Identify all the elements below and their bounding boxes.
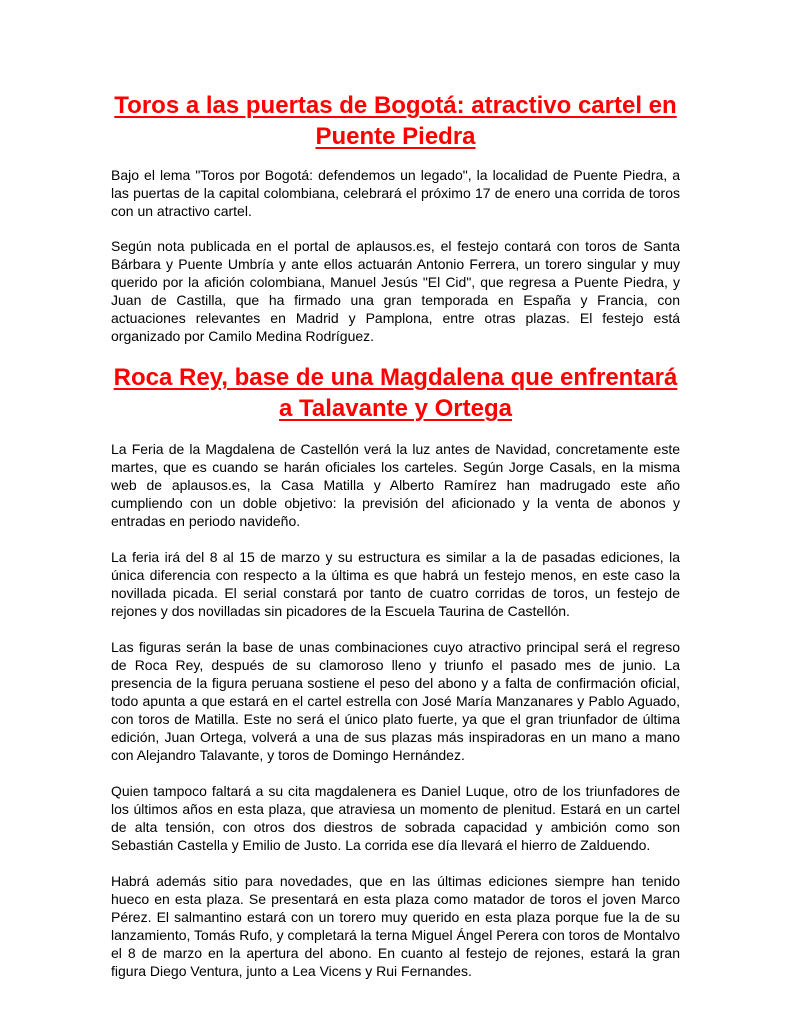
article-title: Roca Rey, base de una Magdalena que enfrentará a Talavante y Ortega	[113, 364, 678, 422]
document-page	[111, 90, 680, 998]
paragraph: La feria irá del 8 al 15 de marzo y su estructura es similar a la de pasadas ediciones, la única diferencia con respecto a la última es que habrá un festejo menos, en este caso la novillada picada. El serial constará por tanto de cuatro corridas de toros, un festejo de rejones y dos novilladas sin picadores de la Escuela Taurina de Castellón.	[111, 549, 680, 619]
paragraph: Las figuras serán la base de unas combinaciones cuyo atractivo principal será el regreso de Roca Rey, después de su clamoroso lleno y triunfo el pasado mes de junio. La presencia de la figura peruana sostiene el peso del abono y a falta de confirmación oficial, todo apunta a que estará en el cartel estrella con José María Manzanares y Pablo Aguado, con toros de Matilla. Este no será el único plato fuerte, ya que el gran triunfador de última edición, Juan Ortega, volverá a una de sus plazas más inspiradoras en un mano a mano con Alejandro Talavante, y toros de Domingo Hernández.	[111, 639, 680, 763]
paragraph: Bajo el lema "Toros por Bogotá: defendemos un legado", la localidad de Puente Piedra, a las puertas de la capital colombiana, celebrará el próximo 17 de enero una corrida de toros con un atractivo cartel.	[111, 167, 680, 219]
article-magdalena	[111, 362, 680, 980]
paragraph: Según nota publicada en el portal de aplausos.es, el festejo contará con toros de Santa Bárbara y Puente Umbría y ante ellos actuarán Antonio Ferrera, un torero singular y muy querido por la afición colombiana, Manuel Jesús "El Cid", que regresa a Puente Piedra, y Juan de Castilla, que ha firmado una gran temporada en España y Francia, con actuaciones relevantes en Madrid y Pamplona, entre otras plazas. El festejo está organizado por Camilo Medina Rodríguez.	[111, 238, 680, 344]
paragraph: Quien tampoco faltará a su cita magdalenera es Daniel Luque, otro de los triunfadores de los últimos años en esta plaza, que atraviesa un momento de plenitud. Estará en un cartel de alta tensión, con otros dos diestros de sobrada capacidad y ambición como son Sebastián Castella y Emilio de Justo. La corrida ese día llevará el hierro de Zalduendo.	[111, 783, 680, 853]
article-puente-piedra	[111, 90, 680, 345]
article-title: Toros a las puertas de Bogotá: atractivo cartel en Puente Piedra	[114, 92, 677, 150]
paragraph: La Feria de la Magdalena de Castellón verá la luz antes de Navidad, concretamente este martes, que es cuando se harán oficiales los carteles. Según Jorge Casals, en la misma web de aplausos.es, la Casa Matilla y Alberto Ramírez han madrugado este año cumpliendo con un doble objetivo: la previsión del aficionado y la venta de abonos y entradas en periodo navideño.	[111, 441, 680, 529]
paragraph: Habrá además sitio para novedades, que en las últimas ediciones siempre han tenido hueco en esta plaza. Se presentará en esta plaza como matador de toros el joven Marco Pérez. El salmantino estará con un torero muy querido en esta plaza porque fue la de su lanzamiento, Tomás Rufo, y completará la terna Miguel Ángel Perera con toros de Montalvo el 8 de marzo en la apertura del abono. En cuanto al festejo de rejones, estará la gran figura Diego Ventura, junto a Lea Vicens y Rui Fernandes.	[111, 873, 680, 979]
